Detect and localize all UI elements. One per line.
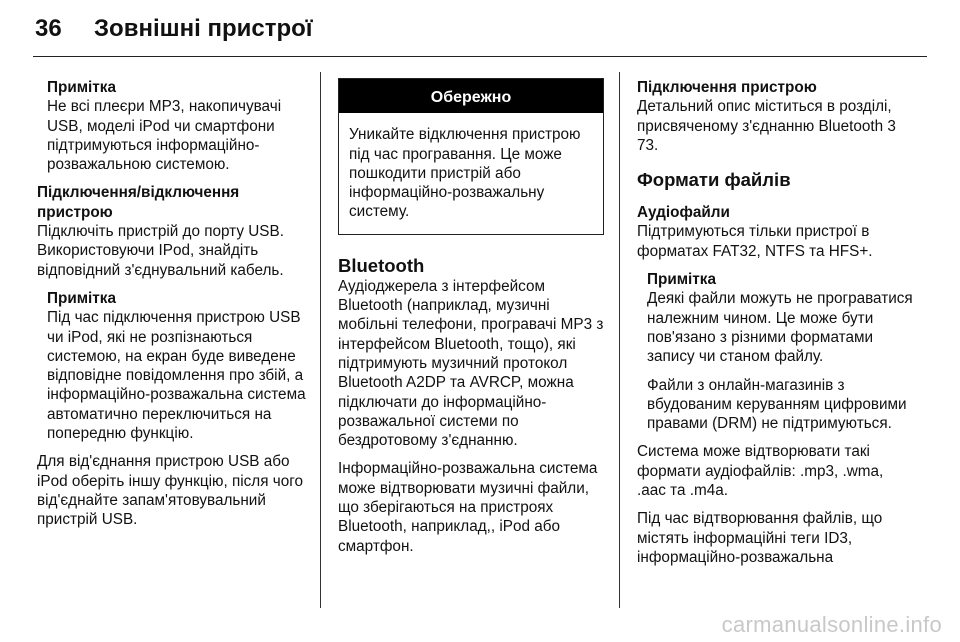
note-2-title: Примітка	[47, 289, 116, 307]
page-title: Зовнішні пристрої	[94, 15, 313, 42]
note-3-text-2: Файли з онлайн-магазинів з вбудованим керуванням цифровими правами (DRM) не підтримуються.	[647, 376, 907, 433]
warning-text: Уникайте відключення пристрою під час програвання. Це може пошкодити пристрій або інформаційно-розважальну систему.	[349, 126, 581, 221]
column-1	[37, 78, 309, 539]
column-divider-2	[619, 72, 620, 608]
watermark: carmanualsonline.info	[721, 612, 942, 637]
bluetooth-paragraph-1: Аудіоджерела з інтерфейсом Bluetooth (наприклад, музичні мобільні телефони, програвачі MP3 з інтерфейсом Bluetooth, тощо), які підтримують музичний протокол Bluetooth A2DP та AVRCP, можна підключати до інформаційно-розважальної системи по бездротовому з'єднанню.	[338, 277, 604, 450]
id3-paragraph: Під час відтворювання файлів, що містять інформаційні теги ID3, інформаційно-розважальна	[637, 510, 883, 566]
audio-files-heading: Аудіофайли	[637, 204, 730, 222]
disconnect-paragraph: Для від'єднання пристрою USB або iPod оберіть іншу функцію, після чого від'єднайте запам'ятовувальний пристрій USB.	[37, 453, 303, 529]
note-3	[637, 270, 915, 433]
note-1-text: Не всі плеєри MP3, накопичувачі USB, моделі iPod чи смартфони підтримуються інформаційно-розважальною системою.	[47, 98, 282, 174]
page-reference-link[interactable]: 3 73.	[637, 117, 896, 154]
device-connection-heading: Підключення пристрою	[637, 79, 817, 96]
header-rule	[33, 56, 927, 57]
device-connection-text	[637, 97, 915, 155]
note-2	[37, 289, 309, 443]
warning-box	[338, 78, 604, 235]
audio-files-text: Підтримуються тільки пристрої в форматах FAT32, NTFS та HFS+.	[637, 223, 873, 260]
note-3-text-1: Деякі файли можуть не програватися належним чином. Це може бути пов'язано з різними форматами запису чи станом файлу.	[647, 290, 913, 366]
connect-paragraph: Підключіть пристрій до порту USB. Використовуючи IPod, знайдіть відповідний з'єднувальний кабель.	[37, 223, 284, 279]
column-divider-1	[320, 72, 321, 608]
note-2-text: Під час підключення пристрою USB чи iPod, які не розпізнаються системою, на екран буде виведене відповідне повідомлення про збій, а інформаційно-розважальна система автоматично переключиться на попередню функцію.	[47, 309, 306, 443]
note-3-title: Примітка	[647, 271, 716, 289]
device-connection-body: Детальний опис міститься в розділі, присвяченому з'єднанню Bluetooth	[637, 98, 892, 135]
note-1-title: Примітка	[47, 79, 116, 96]
connect-disconnect-heading: Підключення/відключення пристрою	[37, 184, 240, 221]
warning-title: Обережно	[339, 79, 603, 113]
formats-paragraph: Система може відтворювати такі формати аудіофайлів: .mp3, .wma, .aac та .m4a.	[637, 443, 884, 500]
bluetooth-paragraph-2: Інформаційно-розважальна система може відтворювати музичні файли, що зберігаються на пристроях Bluetooth, наприклад,, iPod або смартфон.	[338, 460, 598, 555]
file-formats-heading: Формати файлів	[637, 169, 791, 191]
note-1	[37, 78, 309, 174]
bluetooth-heading: Bluetooth	[338, 254, 425, 276]
column-3	[637, 78, 915, 576]
column-2	[338, 78, 604, 565]
page-number: 36	[35, 15, 62, 42]
page-header	[0, 0, 960, 60]
